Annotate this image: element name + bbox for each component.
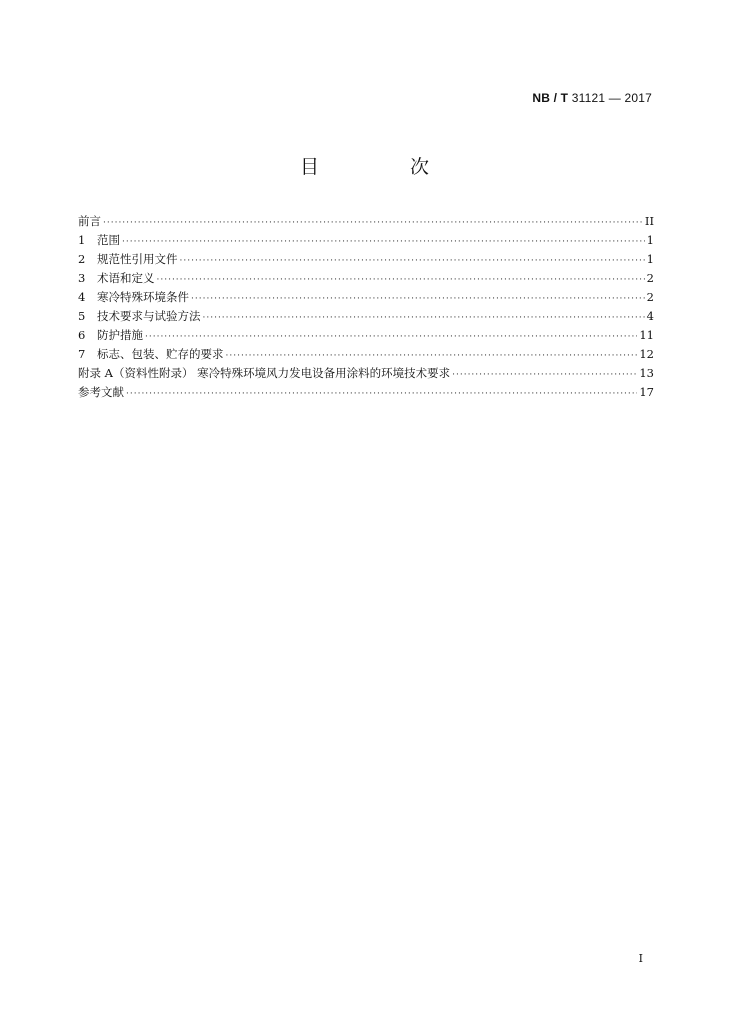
toc-leader-dots [103,214,643,233]
toc-entry-number: 5 [78,309,86,323]
toc-entry-annex-a[interactable] [78,364,654,383]
toc-leader-dots [191,290,645,309]
table-of-contents [78,212,654,402]
toc-entry-page: II [644,214,654,228]
toc-entry-page: 13 [639,366,654,380]
toc-entry-technical-requirements[interactable] [78,307,654,326]
toc-entry-terms-definitions[interactable] [78,269,654,288]
toc-entry-number: 7 [78,347,86,361]
toc-leader-dots [122,233,645,252]
toc-entry-number: 3 [78,271,86,285]
toc-leader-dots [203,309,645,328]
toc-entry-protective-measures[interactable] [78,326,654,345]
toc-entry-label: 术语和定义 [97,271,155,285]
toc-entry-page: 1 [646,252,654,266]
toc-entry-number: 2 [78,252,86,266]
toc-entry-label: 参考文献 [78,385,124,399]
toc-leader-dots [126,385,637,404]
toc-entry-label: 规范性引用文件 [97,252,178,266]
toc-leader-dots [157,271,645,290]
toc-entry-marking-packaging-storage[interactable] [78,345,654,364]
toc-entry-number: 6 [78,328,86,342]
toc-entry-label: 范围 [97,233,120,247]
toc-entry-page: 17 [639,385,654,399]
toc-entry-number: 4 [78,290,86,304]
toc-entry-label: 防护措施 [97,328,143,342]
toc-entry-label: 前言 [78,214,101,228]
toc-entry-page: 2 [646,271,654,285]
toc-entry-page: 2 [646,290,654,304]
toc-entry-label: 技术要求与试验方法 [97,309,201,323]
toc-leader-dots [452,366,637,385]
document-code [532,91,652,105]
toc-entry-number: 1 [78,233,86,247]
toc-entry-environment-conditions[interactable] [78,288,654,307]
toc-entry-foreword[interactable] [78,212,654,231]
toc-entry-scope[interactable] [78,231,654,250]
toc-entry-page: 1 [646,233,654,247]
toc-entry-label: 寒冷特殊环境条件 [97,290,189,304]
toc-entry-bibliography[interactable] [78,383,654,402]
toc-entry-label: 标志、包装、贮存的要求 [97,347,224,361]
toc-entry-normative-references[interactable] [78,250,654,269]
document-code-prefix: NB / T [532,91,569,105]
document-code-number: 31121 — 2017 [571,91,652,105]
toc-entry-page: 12 [639,347,654,361]
toc-entry-label: 附录 A（资料性附录） 寒冷特殊环境风力发电设备用涂料的环境技术要求 [78,366,451,380]
page-number: I [638,952,643,965]
page-title: 目 次 [299,156,465,178]
toc-leader-dots [180,252,645,271]
toc-entry-page: 4 [646,309,654,323]
toc-entry-page: 11 [639,328,654,342]
